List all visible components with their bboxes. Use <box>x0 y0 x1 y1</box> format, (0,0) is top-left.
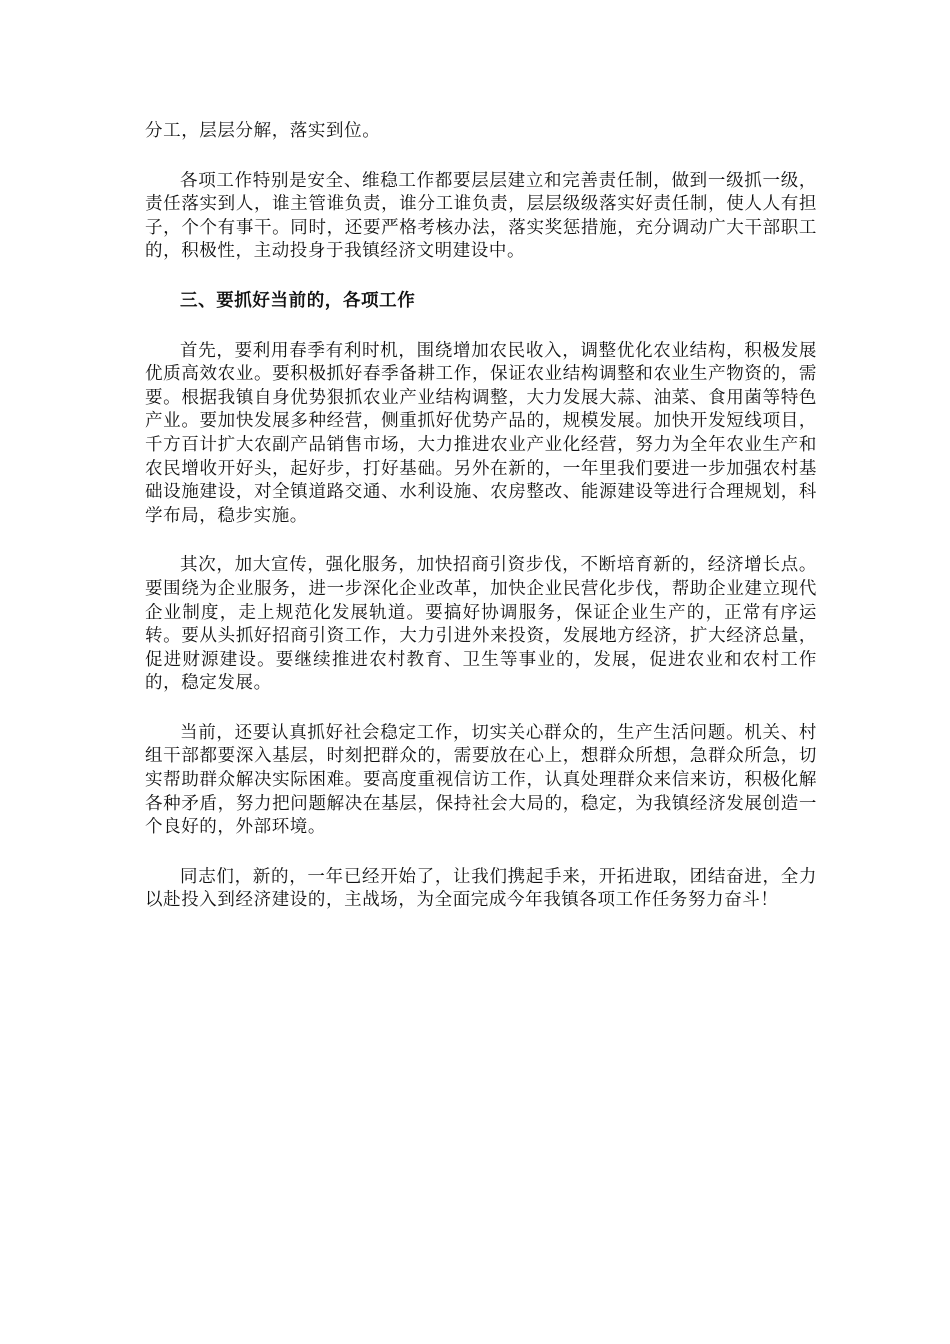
paragraph-investment: 其次，加大宣传，强化服务，加快招商引资步伐，不断培育新的，经济增长点。要围绕为企业服务，进一步深化企业改革，加快企业民营化步伐，帮助企业建立现代企业制度，走上规范化发展轨道。要搞好协调服务，保证企业生产的，正常有序运转。要从头抓好招商引资工作，大力引进外来投资，发展地方经济，扩大经济总量，促进财源建设。要继续推进农村教育、卫生等事业的，发展，促进农业和农村工作的，稳定发展。 <box>145 555 817 694</box>
paragraph-agriculture: 首先，要利用春季有利时机，围绕增加农民收入，调整优化农业结构，积极发展优质高效农业。要积极抓好春季备耕工作，保证农业结构调整和农业生产物资的，需要。根据我镇自身优势狠抓农业产业结构调整，大力发展大蒜、油菜、食用菌等特色产业。要加快发展多种经营，侧重抓好优势产品的，规模发展。加快开发短线项目，千方百计扩大农副产品销售市场，大力推进农业产业化经营，努力为全年农业生产和农民增收开好头，起好步，打好基础。另外在新的，一年里我们要进一步加强农村基础设施建设，对全镇道路交通、水利设施、农房整改、能源建设等进行合理规划，科学布局，稳步实施。 <box>145 340 817 526</box>
document-page <box>145 120 817 939</box>
section-heading-3: 三、要抓好当前的，各项工作 <box>180 290 416 311</box>
paragraph-stability: 当前，还要认真抓好社会稳定工作，切实关心群众的，生产生活问题。机关、村组干部都要深入基层，时刻把群众的，需要放在心上，想群众所想，急群众所急，切实帮助群众解决实际困难。要高度重视信访工作，认真处理群众来信来访，积极化解各种矛盾，努力把问题解决在基层，保持社会大局的，稳定，为我镇经济发展创造一个良好的，外部环境。 <box>145 722 817 838</box>
paragraph-responsibility: 各项工作特别是安全、维稳工作都要层层建立和完善责任制，做到一级抓一级，责任落实到人，谁主管谁负责，谁分工谁负责，层层级级落实好责任制，使人人有担子，个个有事干。同时，还要严格考核办法，落实奖惩措施，充分调动广大干部职工的，积极性，主动投身于我镇经济文明建设中。 <box>145 170 817 262</box>
paragraph-closing: 同志们，新的，一年已经开始了，让我们携起手来，开拓进取，团结奋进，全力以赴投入到经济建设的，主战场，为全面完成今年我镇各项工作任务努力奋斗！ <box>145 866 817 911</box>
paragraph-continuation: 分工，层层分解，落实到位。 <box>145 121 381 141</box>
